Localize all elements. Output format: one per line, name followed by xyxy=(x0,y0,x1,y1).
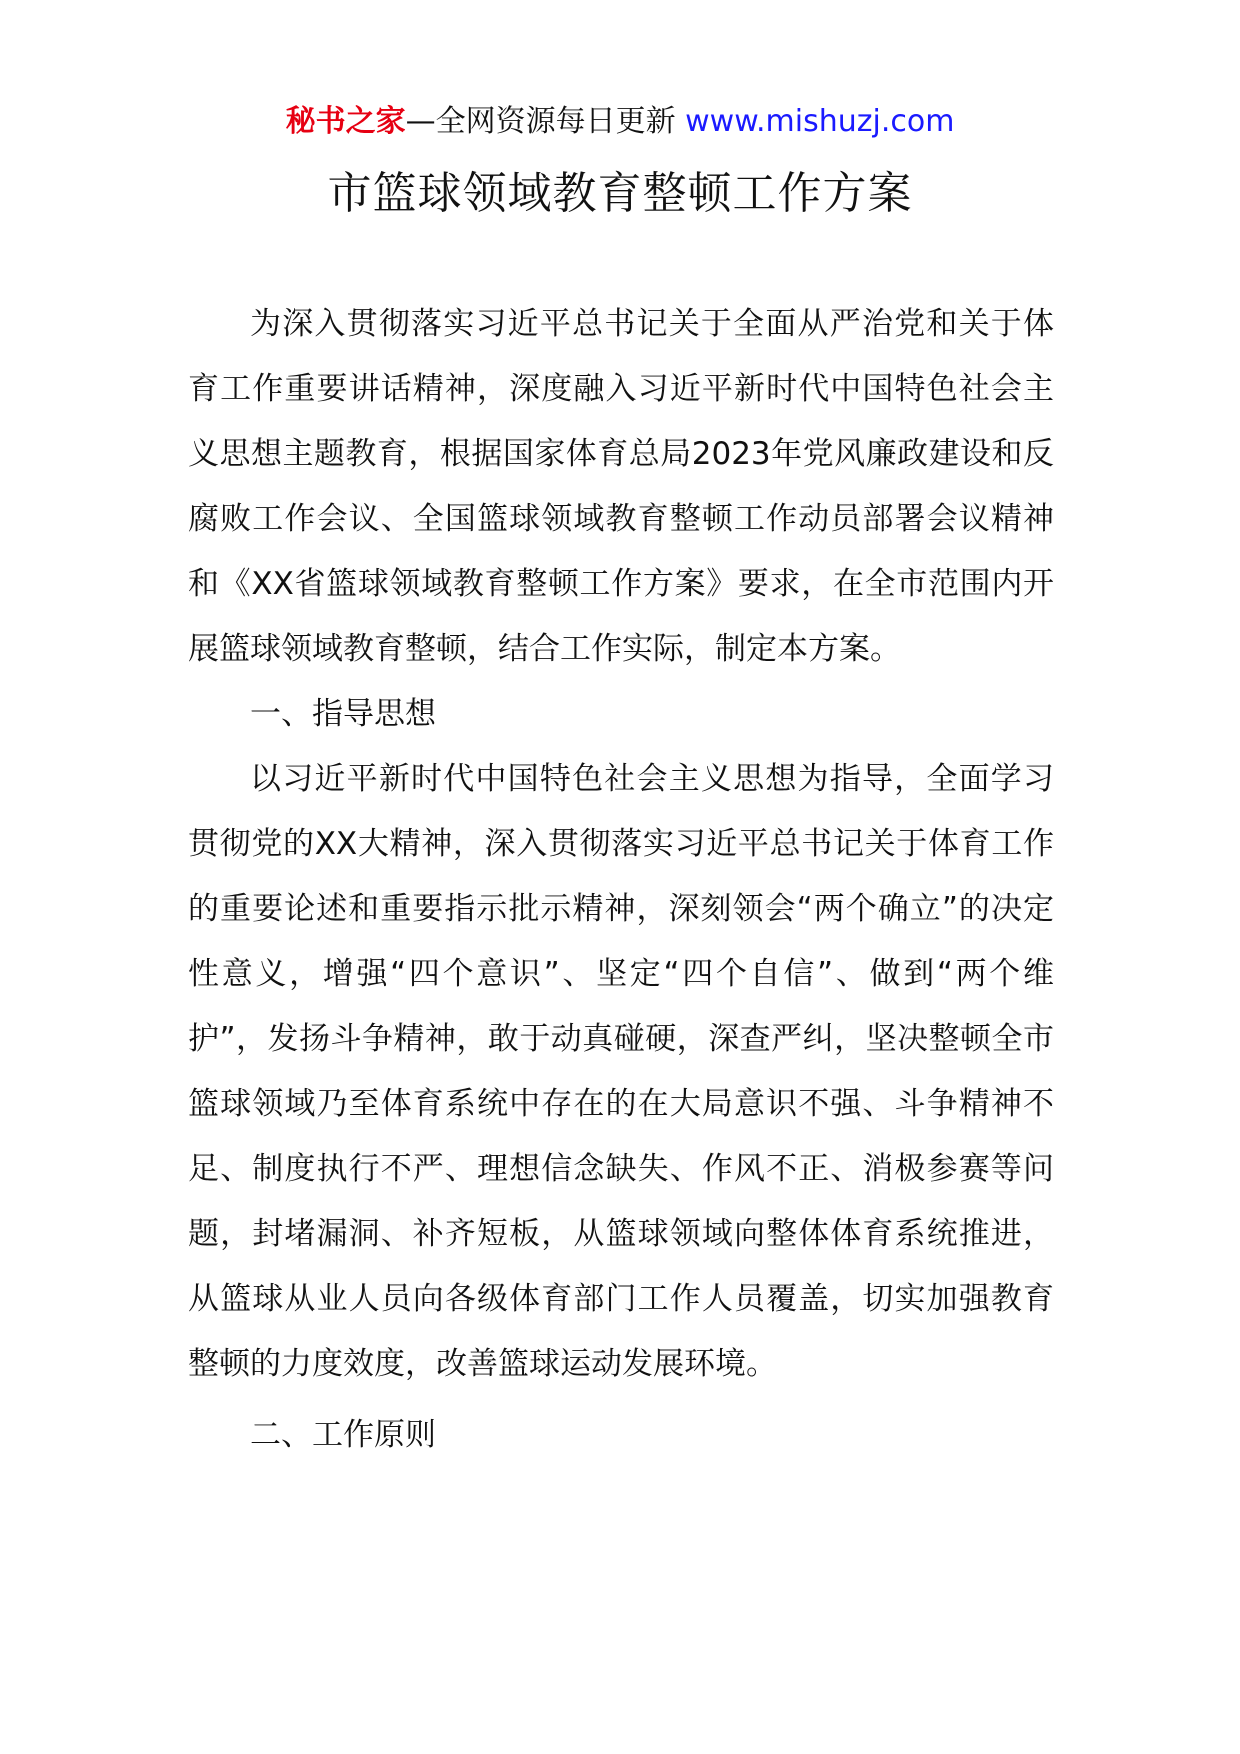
brand-name: 秘书之家 xyxy=(285,104,406,139)
document-title: 市篮球领域教育整顿工作方案 xyxy=(327,168,913,219)
guiding-thought-paragraph: 以习近平新时代中国特色社会主义思想为指导，全面学习贯彻党的XX大精神，深入贯彻落实习近平总书记关于体育工作的重要论述和重要指示批示精神，深刻领会“两个确立”的决定性意义，增强“四个意识”、坚定“四个自信”、做到“两个维护”，发扬斗争精神，敢于动真碰硬，深查严纠，坚决整顿全市篮球领域乃至体育系统中存在的在大局意识不强、斗争精神不足、制度执行不严、理想信念缺失、作风不正、消极参赛等问题，封堵漏洞、补齐短板，从篮球领域向整体体育系统推进，从篮球从业人员向各级体育部门工作人员覆盖，切实加强教育整顿的力度效度，改善篮球运动发展环境。 xyxy=(188,761,1054,1382)
document-body xyxy=(188,292,1054,1468)
section-heading-work-principles: 二、工作原则 xyxy=(250,1417,436,1453)
intro-paragraph: 为深入贯彻落实习近平总书记关于全面从严治党和关于体育工作重要讲话精神，深度融入习近平新时代中国特色社会主义思想主题教育，根据国家体育总局2023年党风廉政建设和反腐败工作会议、全国篮球领域教育整顿工作动员部署会议精神和《XX省篮球领域教育整顿工作方案》要求，在全市范围内开展篮球领域教育整顿，结合工作实际，制定本方案。 xyxy=(188,306,1054,667)
section-heading-guiding-thought: 一、指导思想 xyxy=(250,696,436,732)
banner-tagline: —全网资源每日更新 xyxy=(405,104,676,139)
site-url-link[interactable]: www.mishuzj.com xyxy=(685,104,955,139)
site-banner xyxy=(0,100,1240,144)
